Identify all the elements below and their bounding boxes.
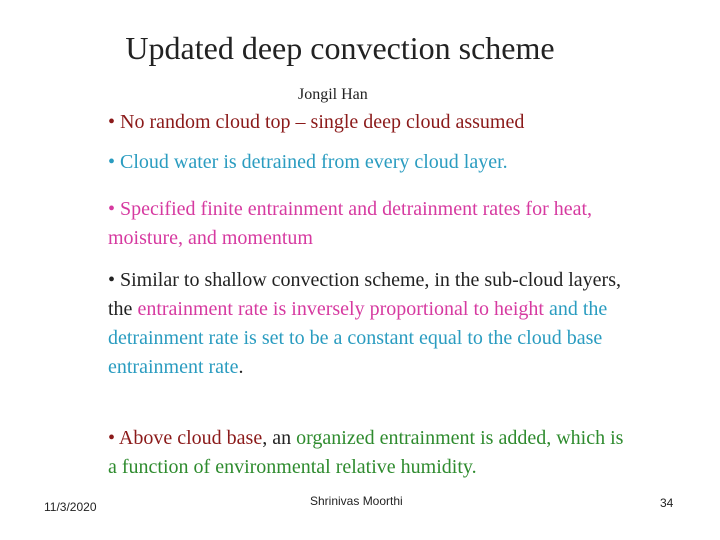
footer-date: 11/3/2020 [44,500,97,514]
bullet-text: • No random cloud top – single deep cloud assumed [108,111,525,133]
bullet-item [108,195,628,253]
bullet-text: • Specified finite entrainment and detrainment rates for heat, moisture, and momentum [108,198,593,249]
bullet-text-highlight: • Above cloud base [108,427,263,449]
bullet-item [108,424,628,482]
bullet-text: • Similar to shallow convection scheme, in the sub-cloud layers, the [108,269,621,320]
footer-presenter: Shrinivas Moorthi [310,494,403,508]
bullet-text: , an [262,427,297,449]
author-name: Jongil Han [298,86,368,103]
bullet-item [108,108,628,137]
bullet-text: • Cloud water is detrained from every cloud layer. [108,151,508,173]
bullet-text-highlight: and the detrainment rate is set to be a constant equal to the cloud base entrainment rate [108,298,608,378]
bullet-text-highlight: entrainment rate is inversely proportional to height [137,298,544,320]
bullet-item [108,148,628,177]
slide-title: Updated deep convection scheme [125,30,555,66]
bullet-item [108,266,628,382]
page-number: 34 [660,496,674,510]
bullet-text-highlight: organized entrainment is added, which is a function of environmental relative humidity. [108,427,624,478]
bullet-text: . [238,356,244,378]
